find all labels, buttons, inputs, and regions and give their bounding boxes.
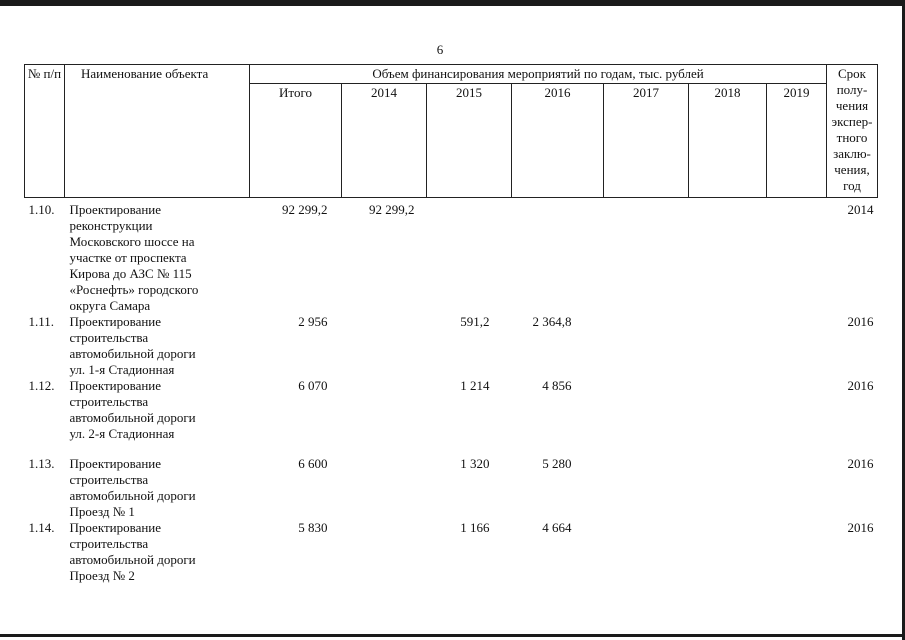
row-value-2014 [342, 456, 427, 520]
row-expertise-term: 2016 [847, 520, 874, 535]
row-object-name-line: ул. 2-я Стадионная [69, 426, 175, 441]
row-value-2018 [689, 456, 767, 520]
row-value-2016: 4 856 [542, 378, 572, 393]
row-object-name [65, 520, 250, 584]
page-number: 6 [436, 42, 444, 57]
row-value-2017 [604, 314, 689, 378]
header-object-name: Наименование объекта [65, 65, 250, 198]
row-value-2014 [342, 314, 427, 378]
header-year-2016: 2016 [512, 84, 604, 198]
row-value-2015: 1 214 [460, 378, 490, 393]
row-number: 1.14. [28, 520, 55, 535]
row-object-name-line: автомобильной дороги [69, 410, 196, 425]
row-object-name-line: Проектирование [69, 520, 162, 535]
table-row [25, 198, 878, 315]
row-object-name-line: Проезд № 2 [69, 568, 135, 583]
scan-border-top [0, 0, 905, 6]
row-object-name-line: Проектирование [69, 314, 162, 329]
row-object-name [65, 378, 250, 442]
row-value-2014: 92 299,2 [369, 202, 415, 217]
row-number: 1.11. [28, 314, 55, 329]
row-expertise-term: 2016 [847, 456, 874, 471]
row-value-2017 [604, 520, 689, 584]
row-expertise-term: 2016 [847, 378, 874, 393]
row-value-2016: 4 664 [542, 520, 572, 535]
row-object-name-line: Проектирование [69, 378, 162, 393]
row-value-2018 [689, 378, 767, 442]
row-total: 5 830 [298, 520, 328, 535]
row-number: 1.12. [28, 378, 55, 393]
row-spacer [25, 442, 878, 456]
table-row [25, 314, 878, 378]
row-value-2015: 591,2 [460, 314, 490, 329]
row-value-2016: 5 280 [542, 456, 572, 471]
header-term-line: чения [835, 98, 869, 113]
scan-border-bottom [0, 634, 905, 637]
row-number: 1.10. [28, 202, 55, 217]
table-row [25, 378, 878, 442]
header-expertise-term [827, 65, 878, 198]
table-body [25, 198, 878, 585]
row-total: 2 956 [298, 314, 328, 329]
table-row [25, 456, 878, 520]
header-term-line: заклю- [833, 146, 871, 161]
row-value-2014 [342, 520, 427, 584]
row-value-2019 [767, 314, 827, 378]
header-term-line: чения, [834, 162, 870, 177]
row-value-2015: 1 320 [460, 456, 490, 471]
row-value-2016: 2 364,8 [532, 314, 572, 329]
header-term-line: год [843, 178, 861, 193]
row-object-name-line: строительства [69, 330, 149, 345]
row-object-name-line: реконструкции [69, 218, 153, 233]
row-value-2017 [604, 456, 689, 520]
row-object-name-line: «Роснефть» городского [69, 282, 199, 297]
row-object-name-line: Московского шоссе на [69, 234, 195, 249]
row-object-name [65, 314, 250, 378]
header-term-line: экспер- [831, 114, 873, 129]
row-value-2017 [604, 378, 689, 442]
row-value-2014 [342, 378, 427, 442]
row-object-name-line: строительства [69, 394, 149, 409]
row-expertise-term: 2016 [847, 314, 874, 329]
header-expertise-term-lines [829, 66, 875, 194]
table-row [25, 520, 878, 584]
row-value-2019 [767, 456, 827, 520]
row-object-name-line: Проезд № 1 [69, 504, 135, 519]
row-object-name-line: автомобильной дороги [69, 552, 196, 567]
table-header [25, 65, 878, 198]
row-total: 92 299,2 [282, 202, 328, 217]
row-value-2018 [689, 314, 767, 378]
row-total: 6 600 [298, 456, 328, 471]
header-term-line: Срок [838, 66, 866, 81]
header-number: № п/п [25, 65, 65, 198]
row-value-2018 [689, 520, 767, 584]
row-object-name [65, 198, 250, 315]
header-term-line: полу- [836, 82, 868, 97]
header-term-line: тного [836, 130, 868, 145]
funding-table [24, 64, 878, 584]
row-number: 1.13. [28, 456, 55, 471]
header-year-2017: 2017 [604, 84, 689, 198]
row-value-2015 [427, 198, 512, 315]
row-value-2015: 1 166 [460, 520, 490, 535]
header-year-2015: 2015 [427, 84, 512, 198]
row-object-name-line: Проектирование [69, 456, 162, 471]
row-value-2019 [767, 520, 827, 584]
header-year-2018: 2018 [689, 84, 767, 198]
row-value-2018 [689, 198, 767, 315]
header-funding: Объем финансирования мероприятий по годам, тыс. рублей [250, 65, 827, 84]
row-value-2019 [767, 198, 827, 315]
row-value-2017 [604, 198, 689, 315]
row-spacer-cell [25, 442, 878, 456]
row-object-name-line: строительства [69, 536, 149, 551]
row-value-2019 [767, 378, 827, 442]
row-value-2016 [512, 198, 604, 315]
row-object-name-line: автомобильной дороги [69, 346, 196, 361]
header-year-2019: 2019 [767, 84, 827, 198]
header-year-2014: 2014 [342, 84, 427, 198]
row-object-name-line: строительства [69, 472, 149, 487]
row-object-name-line: округа Самара [69, 298, 151, 313]
row-object-name-line: Кирова до АЗС № 115 [69, 266, 192, 281]
row-object-name-line: Проектирование [69, 202, 162, 217]
row-expertise-term: 2014 [847, 202, 874, 217]
row-object-name-line: участке от проспекта [69, 250, 187, 265]
row-object-name [65, 456, 250, 520]
row-object-name-line: ул. 1-я Стадионная [69, 362, 175, 377]
header-total: Итого [250, 84, 342, 198]
row-total: 6 070 [298, 378, 328, 393]
row-object-name-line: автомобильной дороги [69, 488, 196, 503]
